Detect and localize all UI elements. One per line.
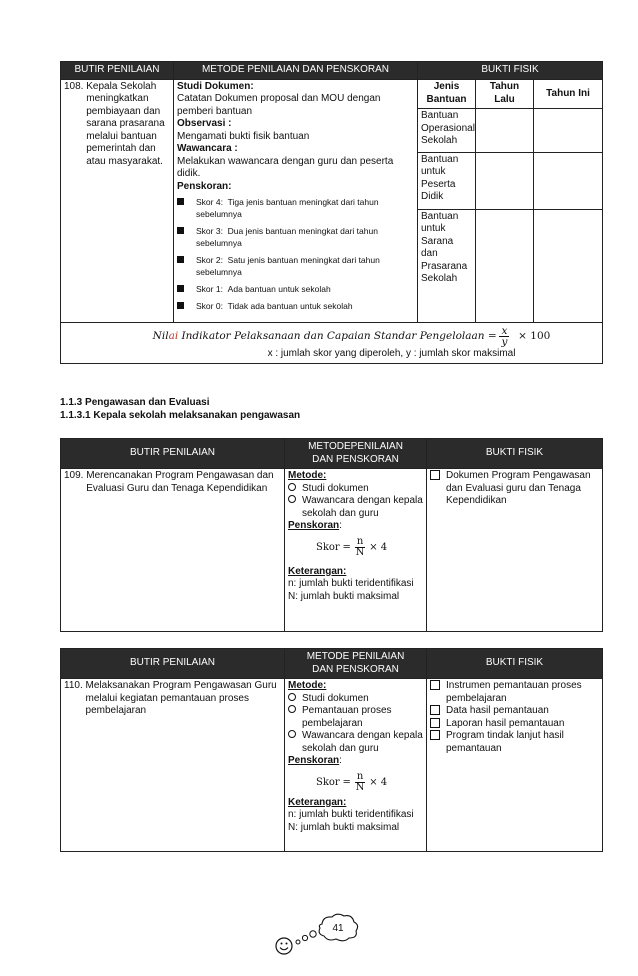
header-butir: BUTIR PENILAIAN	[61, 439, 285, 469]
table-110	[60, 648, 603, 852]
smiley-icon	[276, 938, 292, 954]
metode-item: Wawancara dengan kepala sekolah dan guru	[288, 730, 423, 755]
header-bukti: BUKTI FISIK	[427, 649, 603, 679]
butir-cell	[61, 679, 285, 852]
bullet-square-icon	[177, 256, 184, 263]
bullet-circle-icon	[288, 730, 296, 738]
subheader-jenis: Jenis Bantuan	[418, 79, 476, 109]
butir-cell	[61, 79, 174, 322]
header-bukti: BUKTI FISIK	[427, 439, 603, 469]
section-heading-1: 1.1.3 Pengawasan dan Evaluasi	[60, 397, 210, 408]
metode-item: Studi dokumen	[288, 693, 423, 706]
header-metode: METODE PENILAIAN DAN PENSKORAN	[285, 649, 427, 679]
butir-number: 109.	[64, 470, 84, 481]
checkbox-icon[interactable]	[430, 680, 440, 690]
tahun-lalu-cell[interactable]	[476, 109, 534, 152]
header-metode: METODEPENILAIAN DAN PENSKORAN	[285, 439, 427, 469]
formula-times: × 100	[518, 329, 551, 342]
keterangan-line: n: jumlah bukti teridentifikasi	[288, 578, 414, 589]
bukti-cell	[427, 469, 603, 632]
header-butir: BUTIR PENILAIAN	[61, 649, 285, 679]
bullet-square-icon	[177, 227, 184, 234]
skor-item: Skor 4: Tiga jenis bantuan meningkat dari tahun sebelumnya	[177, 196, 414, 220]
header-bukti: BUKTI FISIK	[418, 62, 603, 80]
bukti-item: Program tindak lanjut hasil pemantauan	[430, 730, 599, 755]
butir-text: Merencanakan Program Pengawasan dan Evaluasi Guru dan Tenaga Kependidikan	[86, 470, 274, 494]
formula-cell	[61, 322, 603, 364]
checkbox-icon[interactable]	[430, 730, 440, 740]
subheader-tahun-lalu: Tahun Lalu	[476, 79, 534, 109]
skor-item: Skor 2: Satu jenis bantuan meningkat dari tahun sebelumnya	[177, 254, 414, 278]
checkbox-icon[interactable]	[430, 470, 440, 480]
penskoran-label: Penskoran:	[177, 180, 232, 192]
observasi-label: Observasi :	[177, 118, 232, 129]
metode-cell: Metode: Studi dokumen Wawancara dengan kepala sekolah dan guru Penskoran: Skor = $\frac{n}{N}$ × 4 Keterangan: n: jumlah bukti teridentifikasi N: jumlah bukti maksimal	[285, 469, 427, 632]
wawancara-label: Wawancara :	[177, 143, 238, 154]
page-number-bubble	[272, 912, 362, 962]
jenis-row: Bantuan untuk Sarana dan Prasarana Sekolah	[418, 209, 476, 322]
tahun-ini-cell[interactable]	[534, 209, 603, 322]
bukti-item: Dokumen Program Pengawasan dan Evaluasi guru dan Tenaga Kependidikan	[430, 470, 599, 508]
tahun-ini-cell[interactable]	[534, 109, 603, 152]
skor-item: Skor 1: Ada bantuan untuk sekolah	[177, 283, 414, 295]
formula-note: x : jumlah skor yang diperoleh, y : jumlah skor maksimal	[267, 347, 516, 359]
bullet-square-icon	[177, 302, 184, 309]
subheader-tahun-ini: Tahun Ini	[534, 79, 603, 109]
formula-text: Nilai Indikator Pelaksanaan dan Capaian Standar Pengelolaan =	[152, 329, 497, 342]
skor-formula: Skor = $\frac{n}{N}$ × 4	[316, 535, 388, 558]
header-metode: METODE PENILAIAN DAN PENSKORAN	[174, 62, 418, 80]
header-butir: BUTIR PENILAIAN	[61, 62, 174, 80]
bukti-cell	[427, 679, 603, 852]
metode-item: Wawancara dengan kepala sekolah dan guru	[288, 495, 423, 520]
table-109	[60, 438, 603, 632]
butir-number: 110.	[64, 680, 83, 691]
bullet-square-icon	[177, 285, 184, 292]
skor-item: Skor 3: Dua jenis bantuan meningkat dari tahun sebelumnya	[177, 225, 414, 249]
skor-formula: Skor = $\frac{n}{N}$ × 4	[316, 770, 388, 793]
penskoran-label: Penskoran	[288, 755, 340, 766]
bukti-item: Laporan hasil pemantauan	[430, 718, 599, 731]
keterangan-line: N: jumlah bukti maksimal	[288, 590, 400, 602]
checkbox-icon[interactable]	[430, 705, 440, 715]
bullet-circle-icon	[288, 495, 296, 503]
tahun-lalu-cell[interactable]	[476, 152, 534, 209]
bullet-circle-icon	[288, 483, 296, 491]
section-heading-2: 1.1.3.1 Kepala sekolah melaksanakan pengawasan	[60, 410, 301, 421]
studi-text: Catatan Dokumen proposal dan MOU dengan pemberi bantuan	[177, 93, 381, 117]
keterangan-label: Keterangan:	[288, 565, 347, 577]
butir-text: Melaksanakan Program Pengawasan Guru melalui kegiatan pemantauan proses pembelajaran	[85, 680, 277, 716]
metode-label: Metode:	[288, 470, 327, 481]
metode-cell	[174, 79, 418, 322]
checkbox-icon[interactable]	[430, 718, 440, 728]
penskoran-label: Penskoran	[288, 520, 340, 531]
keterangan-label: Keterangan:	[288, 796, 347, 808]
jenis-row: Bantuan untuk Peserta Didik	[418, 152, 476, 209]
keterangan-line: n: jumlah bukti teridentifikasi	[288, 809, 414, 820]
keterangan-line: N: jumlah bukti maksimal	[288, 821, 400, 833]
bukti-item: Instrumen pemantauan proses pembelajaran	[430, 680, 599, 705]
page-number: 41	[332, 923, 344, 934]
tahun-ini-cell[interactable]	[534, 152, 603, 209]
tahun-lalu-cell[interactable]	[476, 209, 534, 322]
butir-cell	[61, 469, 285, 632]
jenis-row: Bantuan Operasional Sekolah	[418, 109, 476, 152]
bullet-circle-icon	[288, 705, 296, 713]
bukti-item: Data hasil pemantauan	[430, 705, 599, 718]
metode-item: Pemantauan proses pembelajaran	[288, 705, 423, 730]
metode-item: Studi dokumen	[288, 483, 423, 496]
metode-label: Metode:	[288, 680, 327, 691]
butir-text: Kepala Sekolah meningkatkan pembiayaan dan sarana prasarana melalui bantuan pemerintah dan atau masyarakat.	[86, 80, 165, 167]
observasi-text: Mengamati bukti fisik bantuan	[177, 130, 310, 142]
metode-cell: Metode: Studi dokumen Pemantauan proses pembelajaran Wawancara dengan kepala sekolah dan guru Penskoran: Skor = $\frac{n}{N}$ × 4 Keterangan: n: jumlah bukti teridentifikasi N: jumlah bukti maksimal	[285, 679, 427, 852]
wawancara-text: Melakukan wawancara dengan guru dan peserta didik.	[177, 155, 394, 179]
bullet-circle-icon	[288, 693, 296, 701]
bullet-square-icon	[177, 198, 184, 205]
skor-item: Skor 0: Tidak ada bantuan untuk sekolah	[177, 300, 414, 312]
butir-number: 108.	[64, 80, 84, 92]
studi-label: Studi Dokumen:	[177, 80, 254, 92]
table-108	[60, 61, 603, 364]
formula-fraction: $\frac{x}{y}$	[501, 324, 508, 348]
